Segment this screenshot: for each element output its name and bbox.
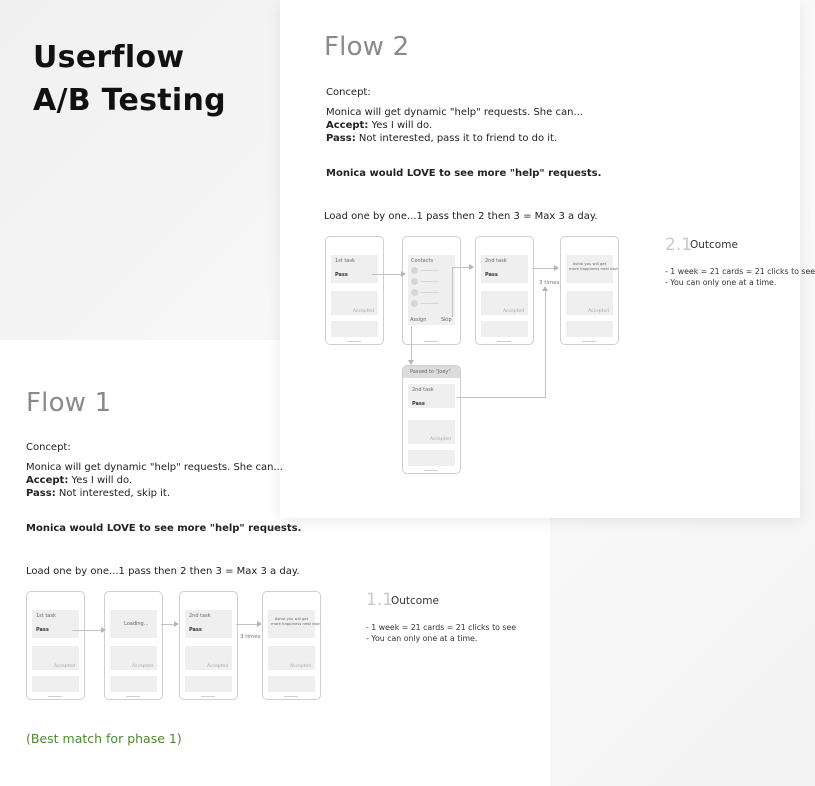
flow1-outcome-number: 1.1 (366, 590, 394, 610)
flow1-load-text: Load one by one...1 pass then 2 then 3 = Max 3 a day. (26, 566, 300, 577)
assign-button: Assign (410, 317, 427, 323)
pass-label: Pass (335, 272, 348, 278)
flow2-outcome-line2: - You can only one at a time. (665, 278, 777, 287)
flow1-title: Flow 1 (26, 388, 112, 418)
accepted-label: Accepted (132, 664, 153, 669)
arrow-right-icon (174, 621, 179, 627)
flow1-pass-text: Not interested, skip it. (55, 488, 171, 499)
contact-avatar (411, 300, 418, 307)
accepted-label: Accepted (207, 664, 228, 669)
flow2-screen-first-task (325, 236, 384, 345)
task-label: 1st task (335, 258, 355, 264)
flow1-outcome-line1: - 1 week = 21 cards = 21 clicks to see (366, 623, 517, 632)
home-indicator (126, 696, 140, 697)
passed-header-text: Passed to "Joey" (410, 369, 451, 375)
flow2-concept-label: Concept: (326, 87, 371, 98)
connector-line (532, 268, 556, 269)
flow1-concept-text: Monica will get dynamic "help" requests. She can... (26, 462, 283, 473)
flow2-pass-label: Pass: (326, 133, 356, 144)
connector-line (236, 624, 258, 625)
arrow-right-icon (554, 265, 559, 271)
connector-line (411, 326, 412, 362)
flow1-outcome-label: Outcome (391, 595, 439, 607)
flow2-emphasis: Monica would LOVE to see more "help" requests. (326, 168, 602, 179)
flow1-outcome-line2: - You can only one at a time. (366, 634, 478, 643)
flow1-accept-line (26, 474, 132, 488)
arrow-up-icon (542, 286, 548, 291)
accepted-label: Accepted (503, 309, 524, 314)
contacts-title: Contacts (411, 258, 434, 264)
card-placeholder (481, 321, 528, 337)
best-match-note: (Best match for phase 1) (26, 731, 182, 746)
home-indicator (424, 470, 438, 471)
message-text: Ashla you will get more happiness next day! (271, 616, 321, 626)
flow2-accept-text: Yes I will do. (368, 120, 433, 131)
page-title-line1: Userflow (33, 40, 185, 75)
task-label: 2nd task (189, 613, 211, 619)
connector-line (545, 290, 546, 398)
flow2-card (280, 0, 815, 518)
flow1-emphasis: Monica would LOVE to see more "help" requests. (26, 523, 302, 534)
page-title (33, 36, 226, 122)
task-label: 1st task (36, 613, 56, 619)
pass-label: Pass (36, 627, 49, 633)
arrow-right-icon (101, 627, 106, 633)
flow2-outcome-label: Outcome (690, 239, 738, 251)
flow2-concept-text: Monica will get dynamic "help" requests. She can... (326, 107, 583, 118)
contact-avatar (411, 267, 418, 274)
page-title-line2: A/B Testing (33, 83, 226, 118)
contact-name (421, 270, 439, 271)
flow1-pass-label: Pass: (26, 488, 56, 499)
pass-label: Pass (412, 401, 425, 407)
pass-label: Pass (485, 272, 498, 278)
flow2-screen-done (560, 236, 619, 345)
flow1-screen-first-task (26, 591, 85, 700)
accepted-label: Accepted (290, 664, 311, 669)
contact-avatar (411, 289, 418, 296)
contact-avatar (411, 278, 418, 285)
flow2-title: Flow 2 (324, 32, 410, 62)
card-placeholder (110, 676, 157, 692)
card-placeholder (331, 321, 378, 337)
loading-label: Loading... (124, 621, 149, 627)
home-indicator (424, 341, 438, 342)
message-text: Ashla you will get more happiness next day! (569, 261, 619, 271)
home-indicator (582, 341, 596, 342)
flow1-accept-label: Accept: (26, 475, 69, 486)
flow2-pass-line (326, 132, 557, 146)
flow2-screen-passed (402, 365, 461, 474)
accepted-label: Accepted (353, 309, 374, 314)
contact-name (421, 303, 439, 304)
flow1-screen-second-task (179, 591, 238, 700)
flow2-outcome-line1: - 1 week = 21 cards = 21 clicks to see (665, 267, 815, 276)
times-label: 3 times (539, 280, 560, 286)
home-indicator (347, 341, 361, 342)
flow2-accept-label: Accept: (326, 120, 369, 131)
card-placeholder (268, 676, 315, 692)
card-placeholder (185, 676, 232, 692)
flow1-accept-text: Yes I will do. (68, 475, 133, 486)
flow2-load-text: Load one by one...1 pass then 2 then 3 = Max 3 a day. (324, 211, 598, 222)
times-label: 3 times (240, 634, 261, 640)
card-placeholder (32, 676, 79, 692)
home-indicator (48, 696, 62, 697)
arrow-right-icon (257, 621, 262, 627)
accepted-label: Accepted (588, 309, 609, 314)
accepted-label: Accepted (54, 664, 75, 669)
flow1-pass-line (26, 487, 170, 501)
contact-name (421, 281, 439, 282)
flow1-screen-loading (104, 591, 163, 700)
connector-line (457, 397, 545, 398)
card-placeholder (566, 321, 613, 337)
home-indicator (284, 696, 298, 697)
flow2-pass-text: Not interested, pass it to friend to do it. (355, 133, 558, 144)
accepted-label: Accepted (430, 437, 451, 442)
flow2-outcome-number: 2.1 (665, 235, 693, 255)
task-label: 2nd task (485, 258, 507, 264)
flow2-accept-line (326, 119, 432, 133)
arrow-right-icon (469, 264, 474, 270)
arrow-right-icon (401, 271, 406, 277)
connector-line (452, 267, 470, 268)
flow1-screen-done (262, 591, 321, 700)
pass-label: Pass (189, 627, 202, 633)
flow1-concept-label: Concept: (26, 442, 71, 453)
connector-line (452, 267, 453, 317)
flow2-screen-second-task (475, 236, 534, 345)
connector-line (72, 630, 102, 631)
card-placeholder (408, 450, 455, 466)
arrow-down-icon (408, 360, 414, 365)
home-indicator (201, 696, 215, 697)
skip-button: Skip (441, 317, 452, 323)
connector-line (372, 274, 402, 275)
home-indicator (497, 341, 511, 342)
connector-line (161, 624, 175, 625)
task-label: 2nd task (412, 387, 434, 393)
contact-name (421, 292, 439, 293)
